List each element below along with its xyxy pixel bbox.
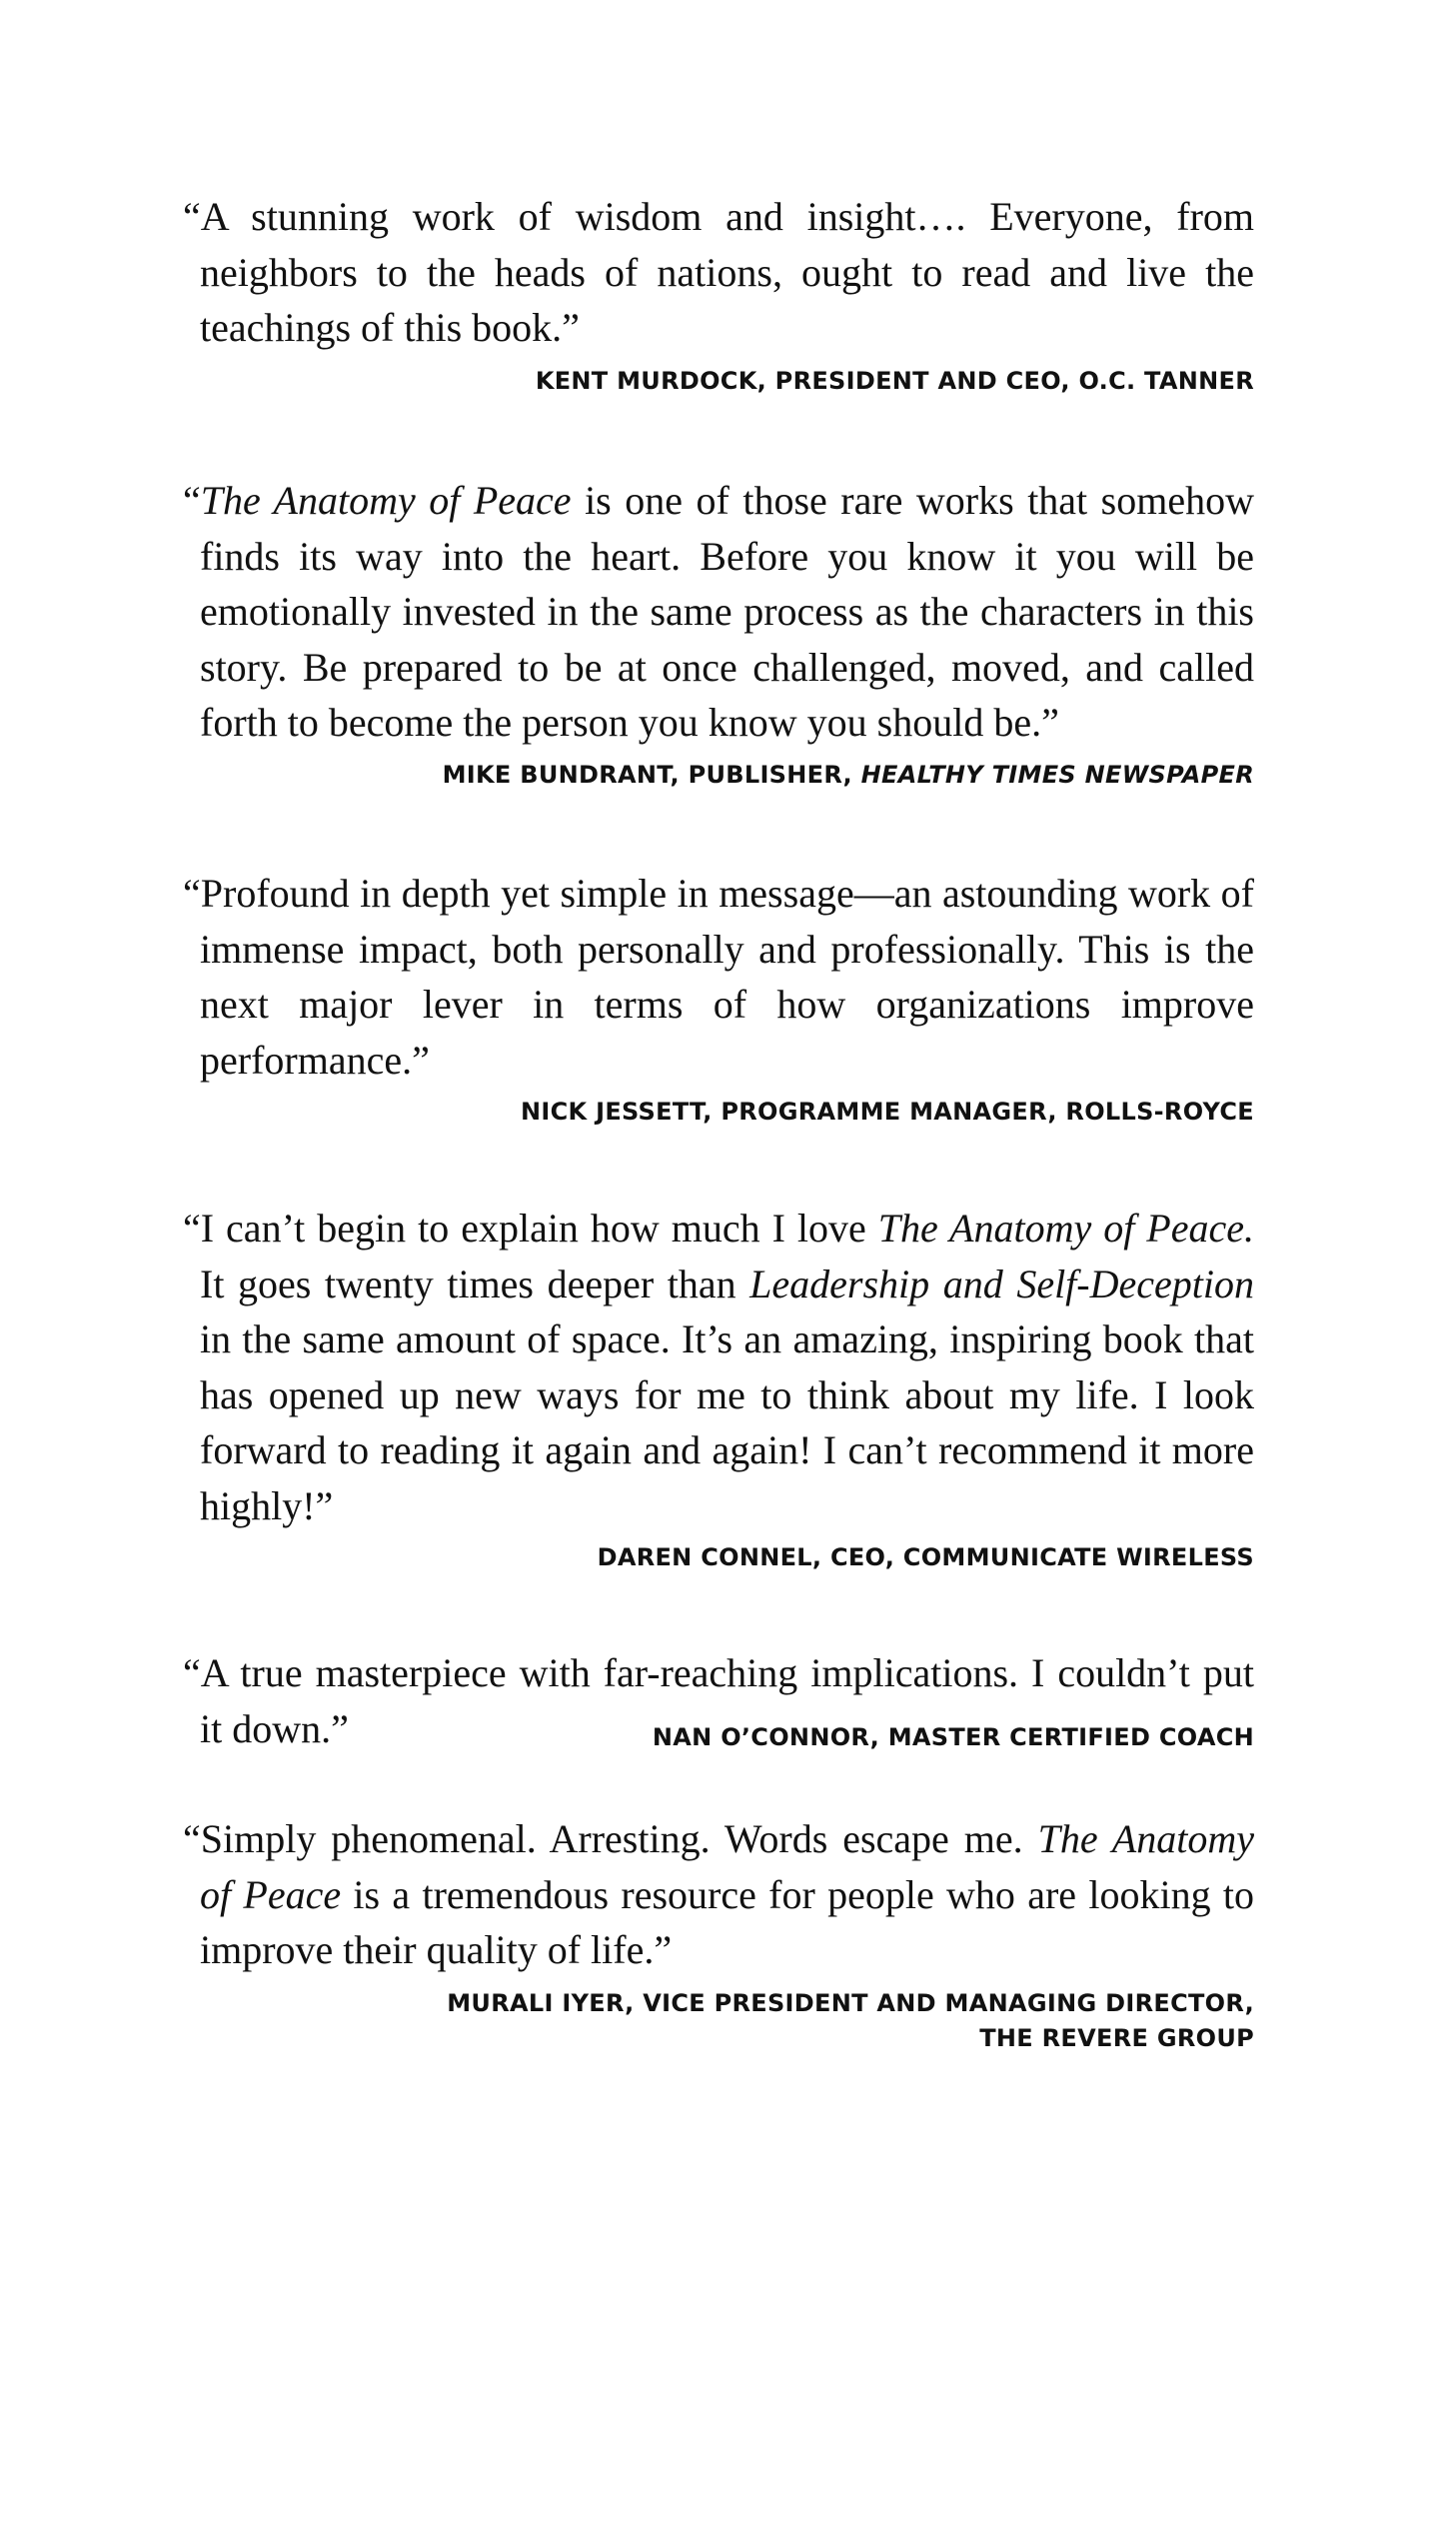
testimonial-nan-oconnor bbox=[183, 1645, 1254, 1755]
testimonial-attribution: KENT MURDOCK, PRESIDENT AND CEO, O.C. TANNER bbox=[535, 366, 1254, 395]
quote-text: is a tremendous resource for people who are looking to improve their quality of life.” bbox=[200, 1871, 1255, 1972]
testimonial-daren-connel bbox=[183, 1201, 1254, 1575]
testimonial-murali-iyer bbox=[183, 1811, 1254, 2056]
testimonial-attribution: NICK JESSETT, PROGRAMME MANAGER, ROLLS-ROYCE bbox=[521, 1098, 1254, 1126]
testimonial-attribution: DAREN CONNEL, CEO, COMMUNICATE WIRELESS bbox=[597, 1543, 1254, 1571]
testimonial-quote bbox=[183, 1811, 1254, 1978]
book-title: The Anatomy of Peace. bbox=[877, 1206, 1254, 1251]
testimonial-quote: “Profound in depth yet simple in message—an astounding work of immense impact, both personally and professionally. This is the next major lever in terms of how organizations improve performance.” bbox=[183, 871, 1254, 1083]
testimonial-quote: “A stunning work of wisdom and insight…. Everyone, from neighbors to the heads of nations, ought to read and live the teachings of this book.” bbox=[183, 194, 1254, 350]
attribution-name: MIKE BUNDRANT, PUBLISHER, bbox=[442, 760, 861, 789]
quote-text: It goes twenty times deeper than bbox=[200, 1261, 750, 1306]
quote-text: is one of those rare works that somehow finds its way into the heart. Before you know it you will be emotionally invested in the same process as the characters in this story. Be prepared to be at once challenged, moved, and called forth to become the person you know you should be.” bbox=[200, 478, 1254, 745]
testimonial-nick-jessett bbox=[183, 866, 1254, 1130]
testimonial-kent-murdock bbox=[183, 189, 1254, 399]
testimonial-attribution bbox=[183, 758, 1254, 793]
testimonial-quote: “A true masterpiece with far-reaching implications. I couldn’t put it down.” bbox=[183, 1650, 1254, 1751]
testimonial-quote bbox=[183, 473, 1254, 751]
attribution-line: THE REVERE GROUP bbox=[979, 2023, 1254, 2052]
book-title: The Anatomy of Peace bbox=[200, 478, 572, 523]
testimonial-attribution: NAN O’CONNOR, MASTER CERTIFIED COACH bbox=[652, 1723, 1254, 1751]
book-title: Leadership and Self-Deception bbox=[749, 1261, 1254, 1306]
testimonial-quote bbox=[183, 1201, 1254, 1533]
quote-text: in the same amount of space. It’s an amazing, inspiring book that has opened up new ways for me to think about my life. I look forward to reading it again and again! I can’t recommend it more highly!” bbox=[200, 1316, 1254, 1528]
publication-title: HEALTHY TIMES NEWSPAPER bbox=[860, 760, 1254, 789]
testimonial-mike-bundrant bbox=[183, 473, 1254, 793]
quote-text: “I can’t begin to explain how much I love bbox=[183, 1206, 878, 1251]
book-title: The Anatomy of Peace bbox=[200, 1816, 1254, 1917]
testimonial-attribution bbox=[183, 1986, 1254, 2056]
quote-text: “Simply phenomenal. Arresting. Words escape me. bbox=[183, 1816, 1038, 1861]
attribution-line: MURALI IYER, VICE PRESIDENT AND MANAGING DIRECTOR, bbox=[447, 1988, 1254, 2017]
quote-open-mark: “ bbox=[183, 478, 201, 523]
